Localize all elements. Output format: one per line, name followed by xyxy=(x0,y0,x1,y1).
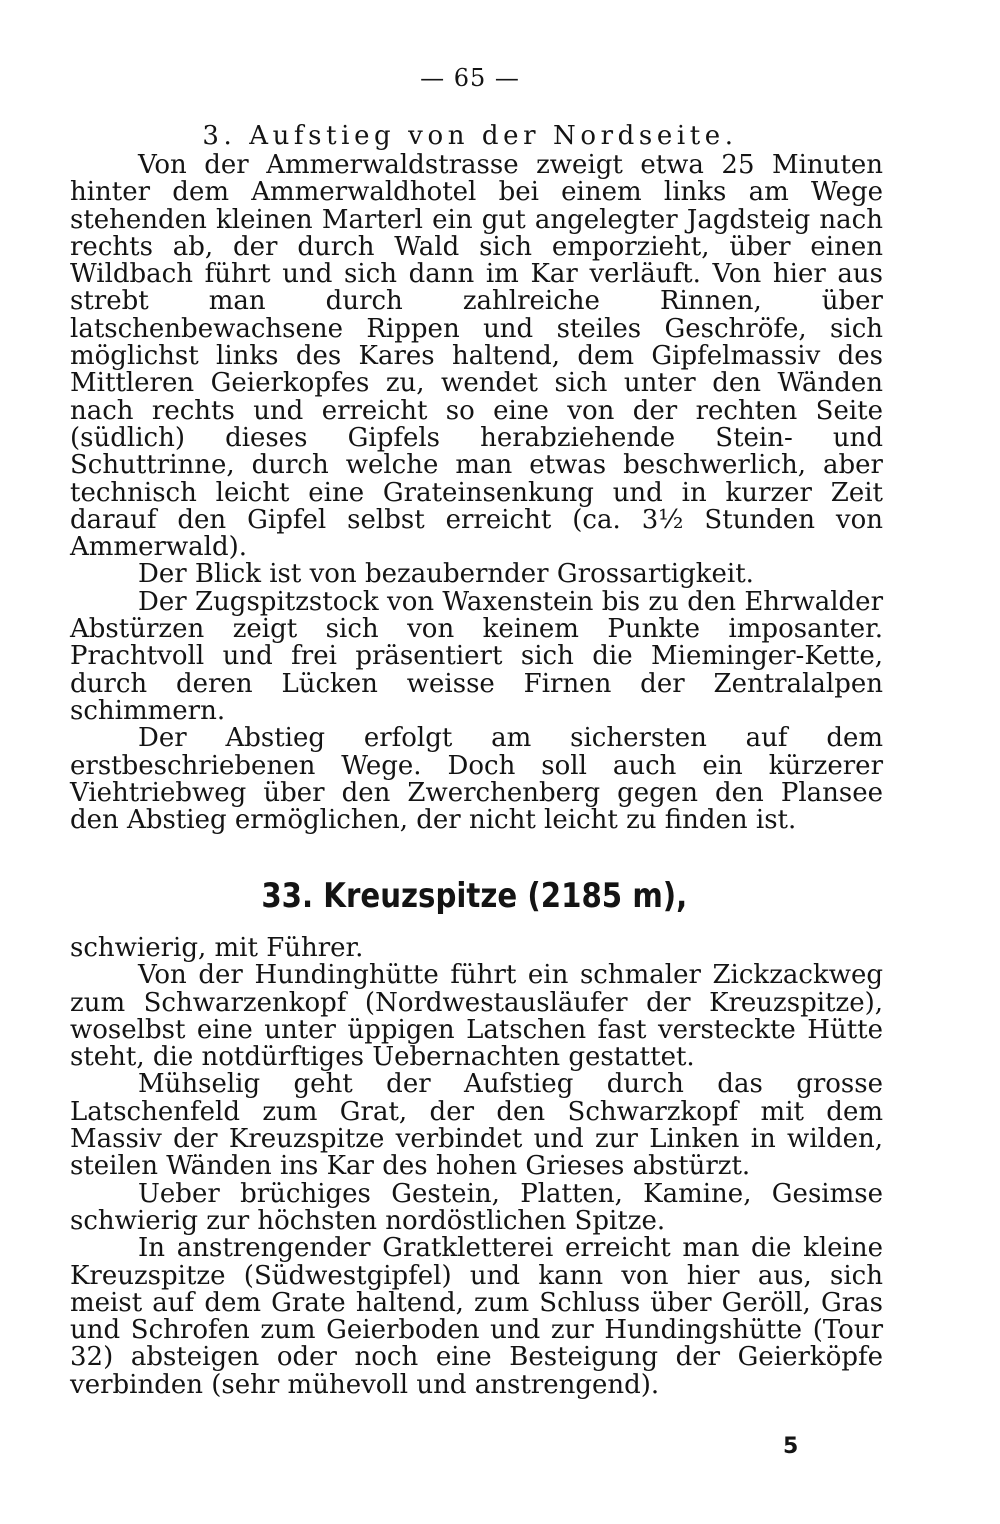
section-heading-kreuzspitze: 33. Kreuzspitze (2185 m), xyxy=(261,876,688,916)
paragraph: Ueber brüchiges Gestein, Platten, Kamine, Gesimse schwierig zur höchsten nordöstlichen Spitze. xyxy=(70,1178,883,1236)
paragraph: In anstrengender Gratkletterei erreicht man die kleine Kreuzspitze (Südwestgipfel) und kann von hier aus, sich meist auf dem Grate haltend, zum Schluss über Geröll, Gras und Schrofen zum Geierboden und zur Hundingshütte (Tour 32) absteigen oder noch eine Besteigung der Geierköpfe verbinden (sehr mühevoll und anstrengend). xyxy=(70,1233,883,1400)
paragraph: Von der Ammerwaldstrasse zweigt etwa 25 Minuten hinter dem Ammerwaldhotel bei einem links am Wege stehenden kleinen Marterl ein gut angelegter Jagdsteig nach rechts ab, der durch Wald sich emporzieht, über einen Wildbach führt und sich dann im Kar verläuft. Von hier aus strebt man durch zahlreiche Rinnen, über latschenbewachsene Rippen und steiles Geschröfe, sich möglichst links des Kares haltend, dem Gipfelmassiv des Mittleren Geierkopfes zu, wendet sich unter den Wänden nach rechts und erreicht so eine von der rechten Seite (südlich) dieses Gipfels herabziehende Stein- und Schuttrinne, durch welche man etwas beschwerlich, aber technisch leicht eine Grateinsenkung und in kurzer Zeit darauf den Gipfel selbst erreicht (ca. 3½ Stunden von Ammerwald). xyxy=(70,150,883,563)
paragraph: Der Zugspitzstock von Waxenstein bis zu den Ehrwalder Abstürzen zeigt sich von keinem Punkte imposanter. Prachtvoll und frei präsentiert sich die Mieminger-Kette, durch deren Lücken weisse Firnen der Zentralalpen schimmern. xyxy=(70,586,883,726)
page-number: — 65 — xyxy=(420,64,520,92)
section-body-kreuzspitze xyxy=(70,935,883,1399)
paragraph: Der Blick ist von bezaubernder Grossartigkeit. xyxy=(138,559,754,590)
paragraph: Mühselig geht der Aufstieg durch das grosse Latschenfeld zum Grat, der den Schwarzkopf mit dem Massiv der Kreuzspitze verbindet und zur Linken in wilden, steilen Wänden ins Kar des hohen Grieses abstürzt. xyxy=(70,1069,883,1182)
signature-mark: 5 xyxy=(783,1434,799,1459)
paragraph: Der Abstieg erfolgt am sichersten auf dem erstbeschriebenen Wege. Doch soll auch ein kürzerer Viehtriebweg über den Zwerchenberg gegen den Plansee den Abstieg ermöglichen, der nicht leicht zu finden ist. xyxy=(70,723,883,836)
section-heading-nordseite: 3. Aufstieg von der Nordseite. xyxy=(202,121,738,151)
section-body-nordseite xyxy=(70,152,883,834)
section-subtitle: schwierig, mit Führer. xyxy=(70,933,364,963)
paragraph: Von der Hundinghütte führt ein schmaler Zickzackweg zum Schwarzenkopf (Nordwestausläufer der Kreuzspitze), woselbst eine unter üppigen Latschen fast versteckte Hütte steht, die notdürftiges Uebernachten gestattet. xyxy=(70,960,883,1073)
